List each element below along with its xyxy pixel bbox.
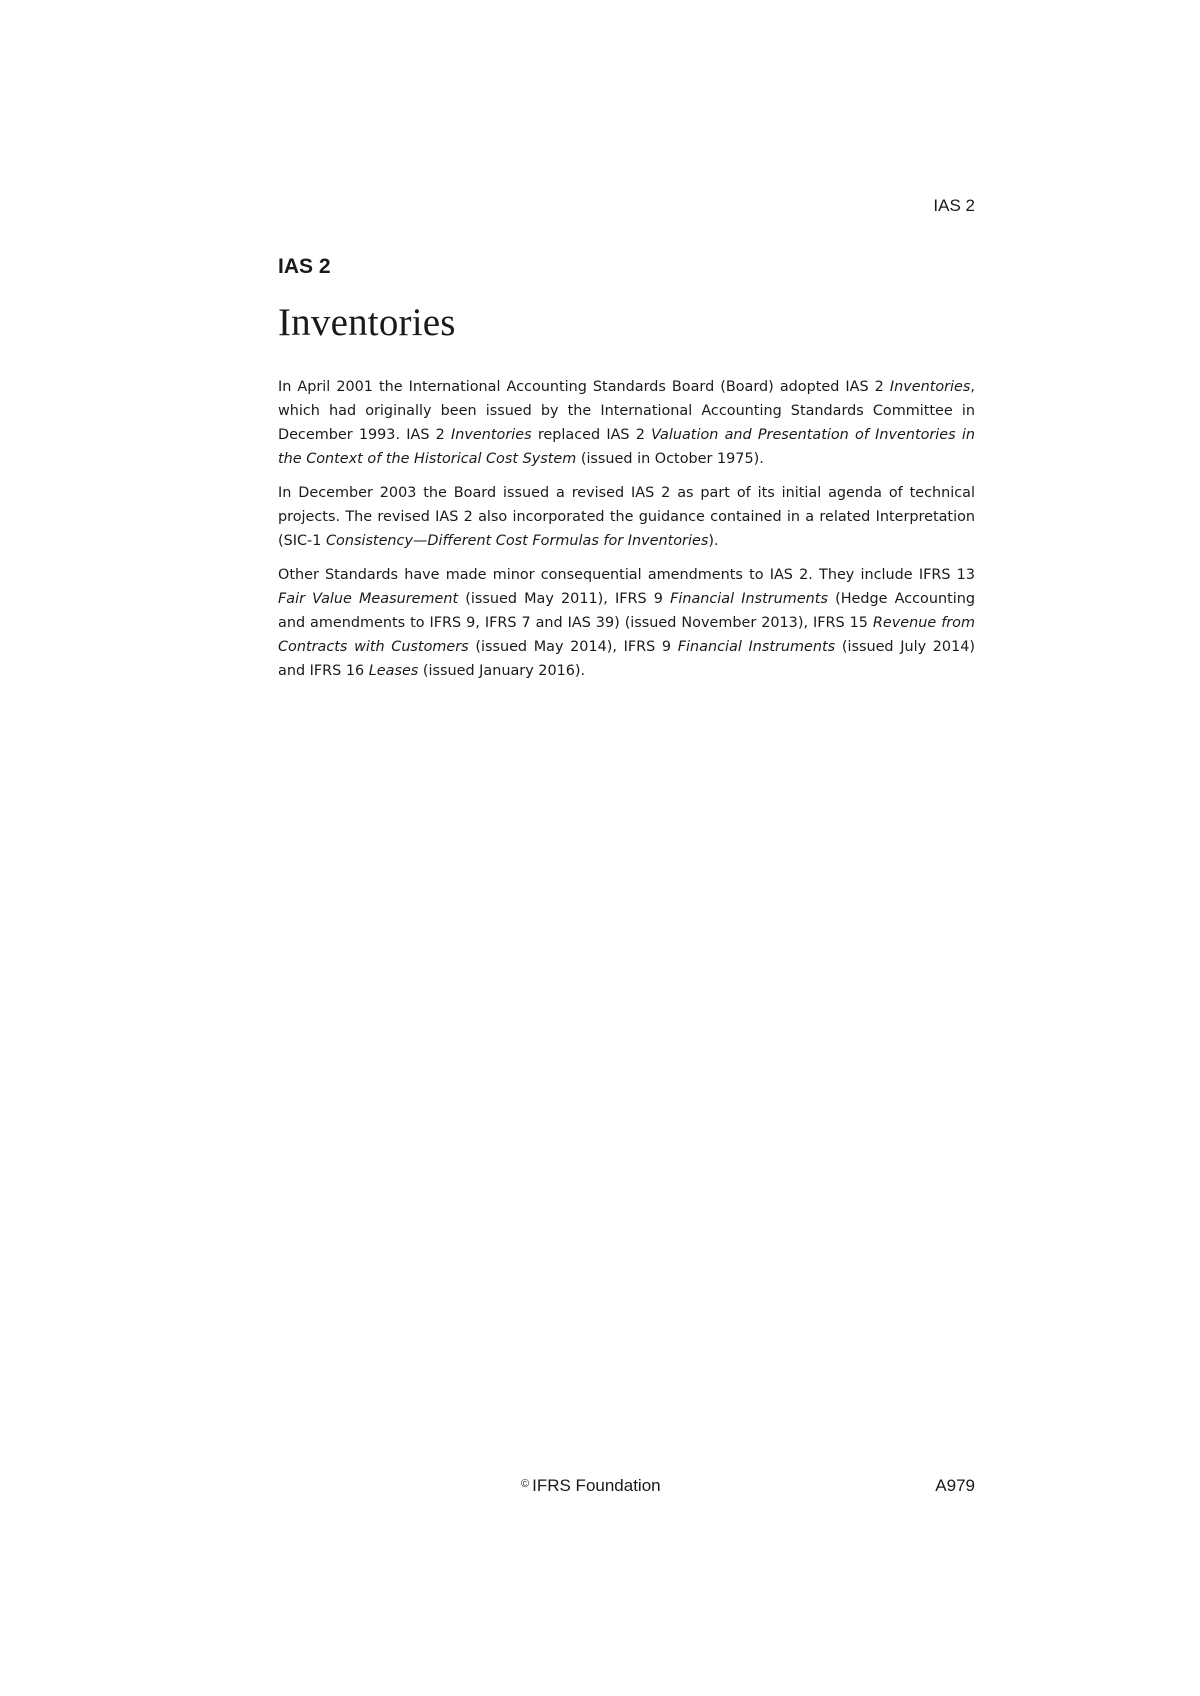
intro-paragraph — [278, 375, 975, 471]
text-run: (issued May 2014), IFRS 9 — [468, 639, 678, 655]
revision-paragraph — [278, 481, 975, 553]
copyright-icon: © — [521, 1478, 530, 1490]
running-header: IAS 2 — [933, 196, 975, 215]
italic-title: Valuation and Presentation of Inventories in the Context of the Historical Cost System — [278, 427, 975, 467]
text-run: (issued July 2014) and IFRS 16 — [278, 639, 976, 679]
text-run: (issued May 2011), IFRS 9 — [458, 591, 671, 607]
page-title: Inventories — [278, 301, 456, 344]
text-run: (issued January 2016). — [418, 663, 586, 679]
italic-title: Fair Value Measurement — [278, 591, 459, 607]
text-run: In April 2001 the International Accounting Standards Board (Board) adopted IAS 2 — [278, 379, 890, 395]
italic-title: Leases — [368, 663, 419, 679]
text-run: , which had originally been issued by the International Accounting Standards Committee in December 1993. IAS 2 — [278, 379, 975, 443]
italic-title: Financial Instruments — [670, 591, 828, 607]
text-run: ). — [708, 533, 719, 549]
text-run: In December 2003 the Board issued a revised IAS 2 as part of its initial agenda of technical projects. The revised IAS 2 also incorporated the guidance contained in a related Interpretation (SIC-1 — [278, 485, 975, 549]
italic-title: Inventories — [889, 379, 971, 395]
text-run: replaced IAS 2 — [531, 427, 652, 443]
copyright-text: IFRS Foundation — [532, 1476, 661, 1495]
page-number: A979 — [935, 1476, 975, 1495]
italic-title: Consistency—Different Cost Formulas for Inventories — [325, 533, 709, 549]
italic-title: Financial Instruments — [677, 639, 836, 655]
italic-title: Revenue from Contracts with Customers — [278, 615, 975, 655]
document-body — [278, 254, 975, 693]
footer-copyright — [521, 1476, 661, 1496]
text-run: Other Standards have made minor consequential amendments to IAS 2. They include IFRS 13 — [278, 567, 975, 583]
text-run: (Hedge Accounting and amendments to IFRS 9, IFRS 7 and IAS 39) (issued November 2013), IFRS 15 — [278, 591, 976, 631]
amendments-paragraph — [278, 563, 975, 683]
italic-title: Inventories — [451, 427, 532, 443]
text-run: (issued in October 1975). — [576, 451, 764, 467]
standard-code: IAS 2 — [278, 255, 331, 278]
